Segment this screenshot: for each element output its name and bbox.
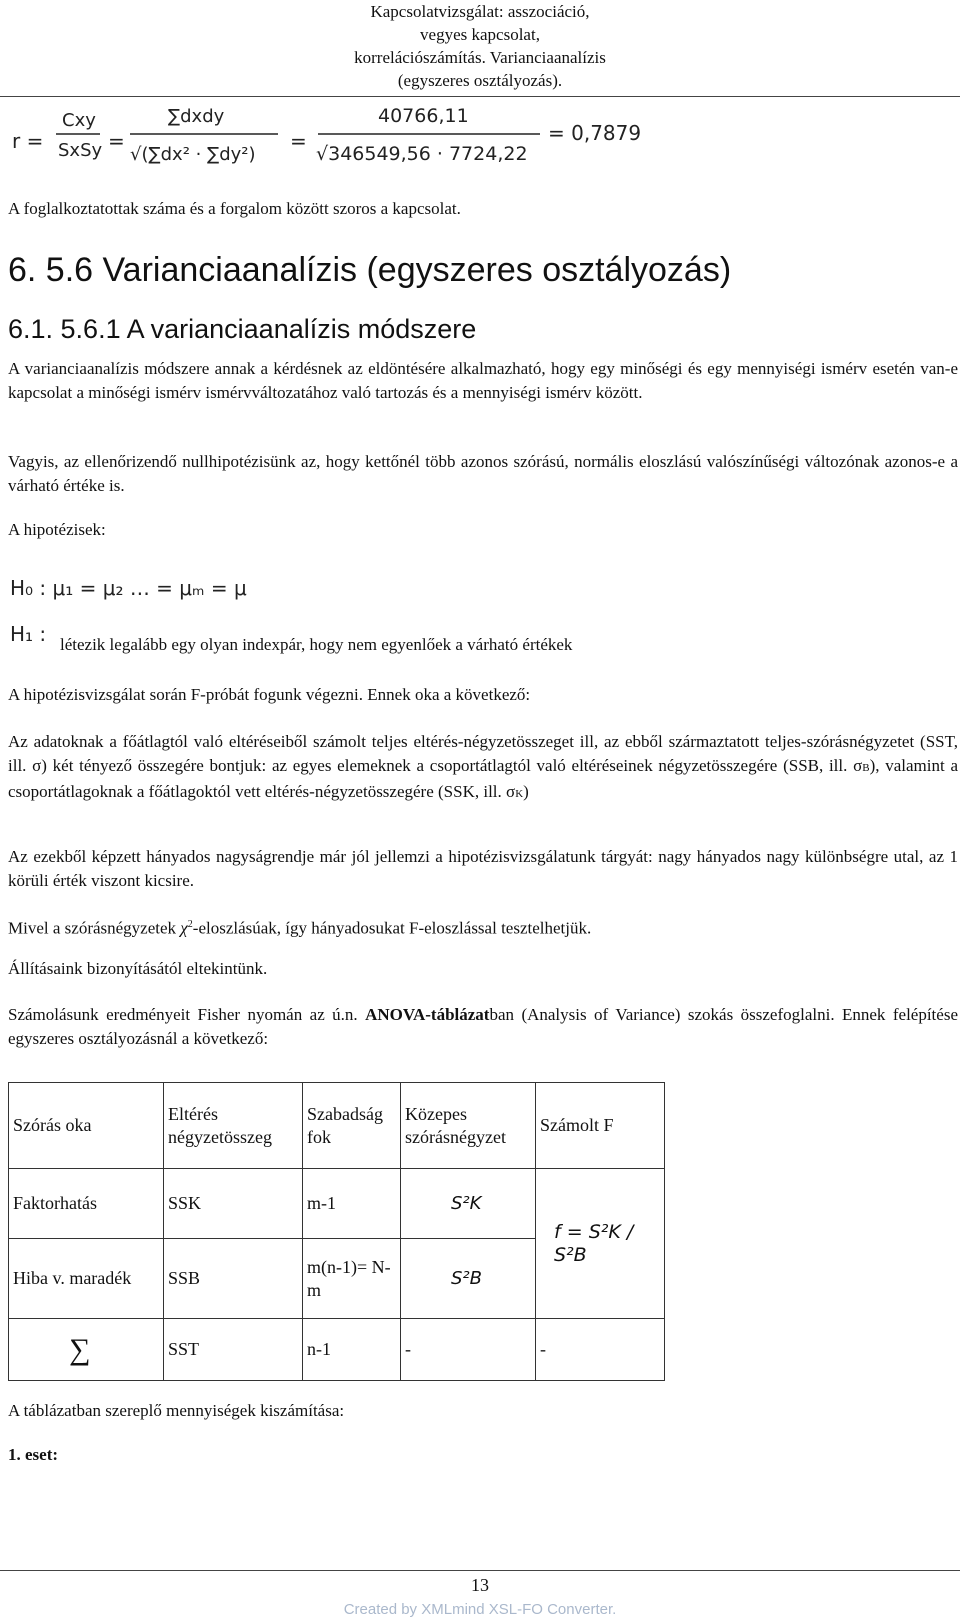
paragraph-quantities: A táblázatban szereplő mennyiségek kiszámítása: (8, 1401, 345, 1420)
f-formula-cell: f = S²K / S²B (536, 1169, 665, 1319)
paragraph-conclusion: A foglalkoztatottak száma és a forgalom között szoros a kapcsolat. (8, 199, 461, 218)
paragraph-proof: Állításaink bizonyításától eltekintünk. (8, 959, 268, 978)
formula-frac2-den: √(∑dx² · ∑dy²) (130, 144, 256, 165)
paragraph-method: A varianciaanalízis módszere annak a kérdésnek az eldöntésére alkalmazható, hogy egy minőségi és egy mennyiségi ismérv esetén van-e kapcsolat a minőségi ismérv ismérvváltozatához való tartozás és a mennyiségi ismérv között. (8, 359, 958, 402)
table-header-cell: Szórás oka (9, 1083, 164, 1169)
table-header-cell: Számolt F (536, 1083, 665, 1169)
header-line-3: korrelációszámítás. Varianciaanalízis (354, 48, 606, 67)
sum-icon: ∑ (9, 1319, 164, 1381)
paragraph-hypothesis: Vagyis, az ellenőrizendő nullhipotézisünk az, hogy kettőnél több azonos szórású, normális eloszlású valószínűségi változónak azonos-e a várható értéke is. (8, 452, 958, 495)
formula-frac1-den: SxSy (58, 140, 103, 161)
table-cell: Hiba v. maradék (9, 1239, 164, 1319)
paragraph-chi: Mivel a szórásnégyzetek $\chi^2$-eloszlásúak, így hányadosukat F-eloszlással tesztelhetjük. (8, 918, 592, 938)
header-rule (0, 96, 960, 97)
table-header-cell: Eltérés négyzetösszeg (164, 1083, 303, 1169)
table-cell: n-1 (303, 1319, 401, 1381)
table-cell: - (536, 1319, 665, 1381)
formula-eq-2: = (290, 129, 307, 153)
paragraph-hypotheses-label: A hipotézisek: (8, 520, 106, 539)
h1-text: létezik legalább egy olyan indexpár, hogy nem egyenlőek a várható értékek (60, 635, 573, 654)
h1-symbol: H₁ : (10, 622, 47, 646)
paragraph-decomposition: Az adatoknak a főátlagtól való eltéréseiből számolt teljes eltérés-négyzetösszeget ill, az ebből származtatott teljes-szórásnégyzetet (SST, ill. σ) két tényező összegére bontjuk: az egyes elemeknek a csoportátlagtól való eltéréseinek négyzetösszegére (SSB, ill. σB), valamint a csoportátlagoknak a főátlagoktól vett eltérés-négyzetösszegére (SSK, ill. σK) (8, 732, 958, 801)
paragraph-anova: Számolásunk eredményeit Fisher nyomán az ú.n. ANOVA-táblázatban (Analysis of Variance) szokás összefoglalni. Ennek felépítése egyszeres osztályozásnál a következő: (8, 1005, 958, 1048)
table-cell: m(n-1)= N-m (303, 1239, 401, 1319)
table-header-row (9, 1083, 665, 1169)
paragraph-ftest: A hipotézisvizsgálat során F-próbát fogunk végezni. Ennek oka a következő: (8, 685, 531, 704)
formula-frac3-den: √346549,56 · 7724,22 (316, 143, 528, 165)
table-cell: SSK (164, 1169, 303, 1239)
formula-result: = 0,7879 (548, 121, 642, 145)
table-cell: S²B (401, 1239, 536, 1319)
header-line-4: (egyszeres osztályozás). (397, 71, 563, 90)
table-row (9, 1169, 665, 1239)
formula-frac3-num: 40766,11 (378, 105, 469, 127)
anova-table (8, 1082, 665, 1381)
correlation-formula (8, 98, 658, 178)
formula-frac2-num: ∑dxdy (168, 106, 225, 127)
table-cell: - (401, 1319, 536, 1381)
converter-link[interactable]: XMLmind XSL-FO Converter. (421, 1601, 617, 1618)
table-row (9, 1319, 665, 1381)
table-cell: SSB (164, 1239, 303, 1319)
heading-section: 6. 5.6 Varianciaanalízis (egyszeres osztályozás) (8, 251, 732, 289)
sigma-b-subscript: B (862, 762, 870, 774)
table-cell: m-1 (303, 1169, 401, 1239)
page-number: 13 (471, 1575, 489, 1595)
chi-symbol: χ (180, 918, 188, 938)
table-header-cell: Közepes szórásnégyzet (401, 1083, 536, 1169)
case-label: 1. eset: (8, 1445, 59, 1464)
paragraph-ratio: Az ezekből képzett hányados nagyságrendje már jól jellemzi a hipotézisvizsgálatunk tárgyát: nagy hányados nagy különbségre utal, az 1 körüli érték viszont kicsire. (8, 847, 958, 890)
table-header-cell: Szabadság fok (303, 1083, 401, 1169)
sigma-k-subscript: K (515, 788, 524, 800)
formula-frac1-num: Cxy (62, 110, 96, 131)
h0-formula: H₀ : μ₁ = μ₂ … = μₘ = μ (10, 576, 247, 600)
table-cell: SST (164, 1319, 303, 1381)
formula-lhs: r = (12, 129, 44, 153)
header-line-1: Kapcsolatvizsgálat: asszociáció, (370, 2, 590, 21)
header-line-2: vegyes kapcsolat, (420, 25, 540, 44)
converter-credit: Created by XMLmind XSL-FO Converter. (343, 1601, 617, 1618)
heading-subsection: 6.1. 5.6.1 A varianciaanalízis módszere (8, 314, 477, 344)
formula-eq-1: = (108, 129, 125, 153)
running-header (240, 0, 720, 92)
table-cell: S²K (401, 1169, 536, 1239)
footer-rule (0, 1570, 960, 1571)
anova-term: ANOVA-táblázat (365, 1005, 490, 1024)
table-cell: Faktorhatás (9, 1169, 164, 1239)
